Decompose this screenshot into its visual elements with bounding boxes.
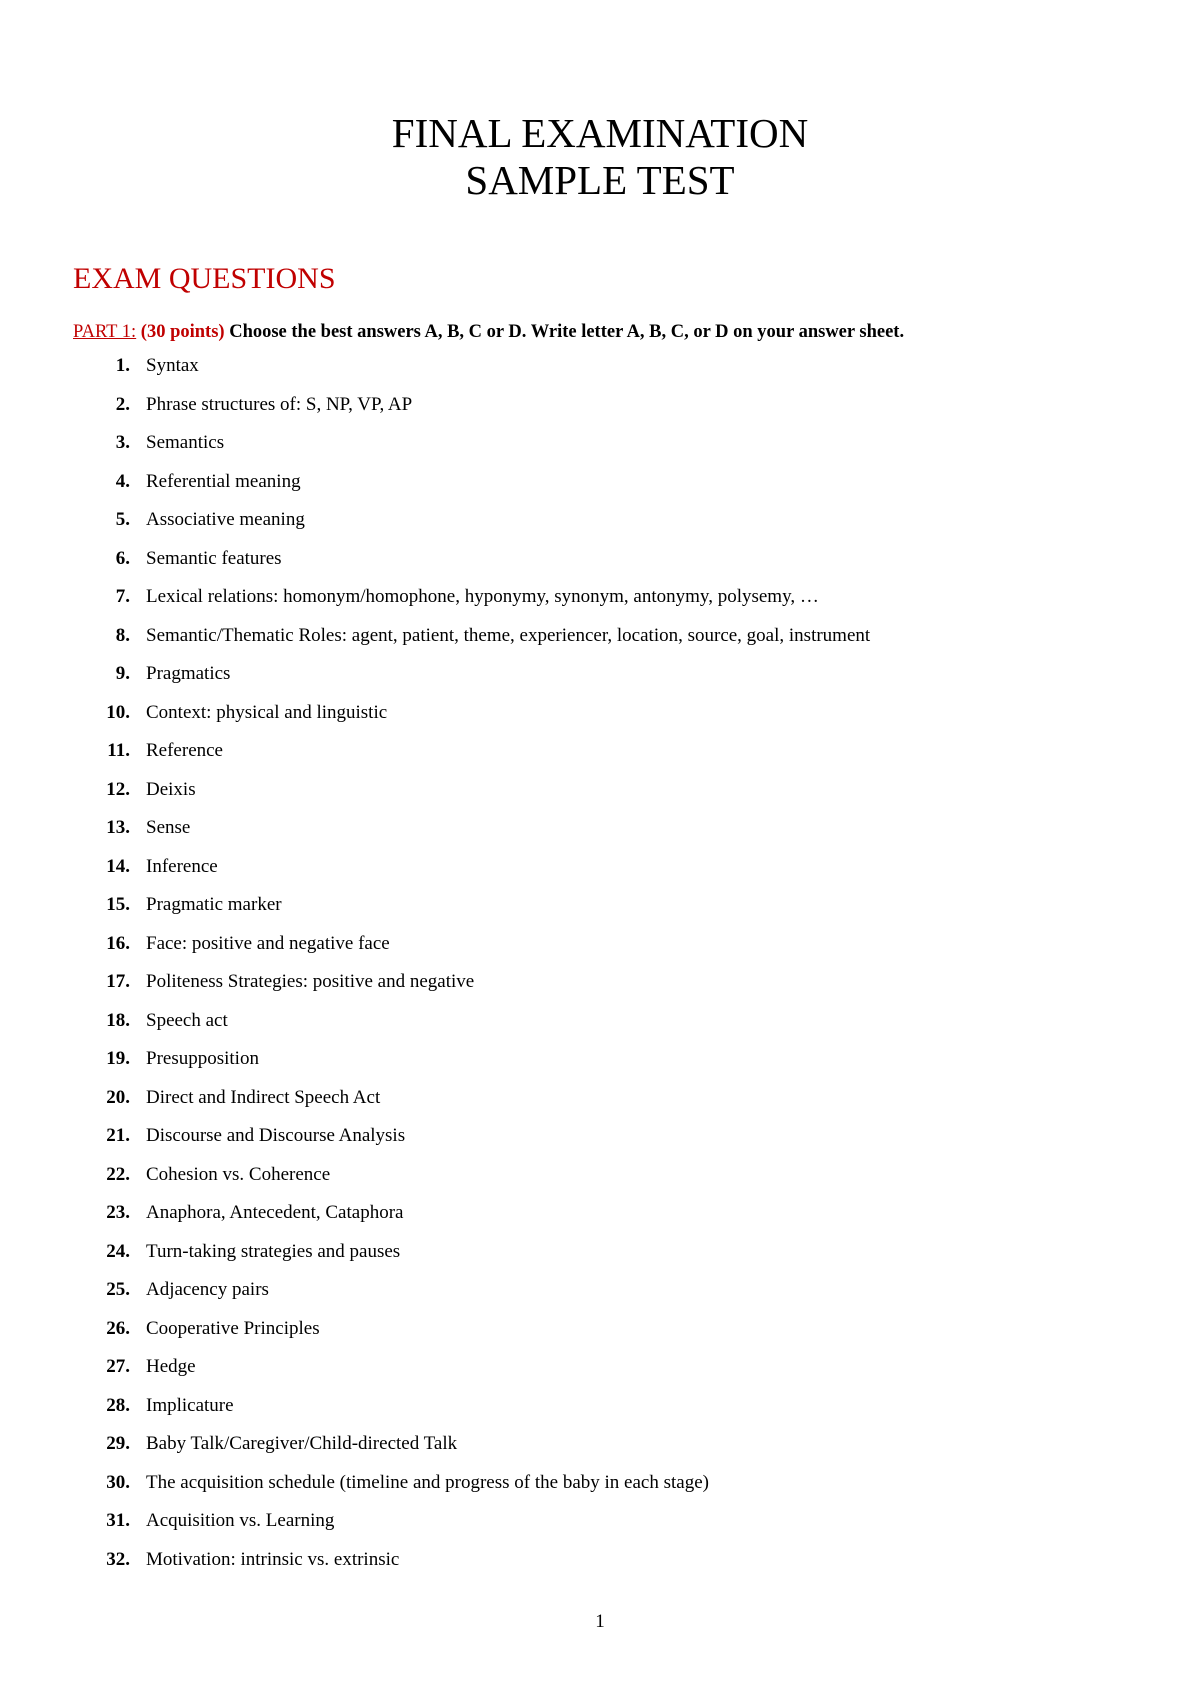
list-item	[0, 1240, 1200, 1279]
list-item-text: Baby Talk/Caregiver/Child-directed Talk	[146, 1433, 458, 1454]
list-item-text: Inference	[146, 855, 218, 877]
list-item-text: The acquisition schedule (timeline and progress of the baby in each stage)	[146, 1471, 709, 1493]
list-item	[0, 585, 1200, 624]
part-points: (30 points)	[140, 322, 225, 342]
list-item-number: 8.	[115, 624, 130, 646]
list-item-number: 19.	[106, 1048, 130, 1069]
list-item-number: 17.	[106, 971, 130, 992]
list-item-number: 30.	[106, 1471, 130, 1493]
list-item-text: Referential meaning	[146, 470, 301, 492]
page-number: 1	[595, 1611, 605, 1632]
list-item	[0, 547, 1200, 586]
list-item-number: 3.	[115, 432, 130, 453]
list-item	[0, 855, 1200, 894]
list-item	[0, 662, 1200, 701]
list-item-text: Hedge	[146, 1356, 196, 1377]
part-instruction: Choose the best answers A, B, C or D. Write letter A, B, C, or D on your answer sheet.	[229, 322, 905, 342]
list-item-number: 4.	[115, 470, 130, 492]
list-item-text: Phrase structures of: S, NP, VP, AP	[146, 393, 413, 415]
list-item	[0, 1394, 1200, 1433]
list-item	[0, 778, 1200, 817]
list-item-text: Politeness Strategies: positive and negative	[146, 971, 475, 992]
part-label: PART 1:	[73, 322, 137, 342]
list-item-number: 9.	[115, 663, 130, 684]
list-item-number: 25.	[106, 1279, 130, 1300]
list-item-number: 1.	[115, 355, 130, 376]
list-item-number: 15.	[106, 894, 130, 915]
list-item-number: 13.	[106, 817, 130, 838]
list-item	[0, 970, 1200, 1009]
list-item-text: Anaphora, Antecedent, Cataphora	[146, 1202, 404, 1223]
list-item	[0, 1317, 1200, 1356]
list-item-text: Context: physical and linguistic	[146, 701, 388, 723]
list-item-number: 6.	[115, 547, 130, 569]
list-item-text: Reference	[146, 740, 223, 761]
list-item	[0, 1355, 1200, 1394]
list-item	[0, 431, 1200, 470]
list-item	[0, 1509, 1200, 1548]
list-item-number: 5.	[115, 509, 130, 530]
part-instruction-line	[73, 320, 904, 344]
list-item-number: 23.	[106, 1202, 130, 1223]
list-item-number: 11.	[107, 740, 130, 761]
list-item-text: Cooperative Principles	[146, 1317, 320, 1339]
list-item-text: Face: positive and negative face	[146, 932, 390, 954]
document-title-line-2: SAMPLE TEST	[465, 157, 735, 203]
list-item-text: Pragmatic marker	[146, 894, 282, 915]
list-item-number: 21.	[106, 1125, 130, 1146]
list-item-number: 29.	[106, 1433, 130, 1454]
list-item	[0, 1278, 1200, 1317]
list-item	[0, 932, 1200, 971]
list-item-text: Semantic/Thematic Roles: agent, patient, theme, experiencer, location, source, goal, instrument	[146, 624, 871, 646]
list-item-number: 24.	[106, 1240, 130, 1262]
list-item-text: Direct and Indirect Speech Act	[146, 1086, 381, 1108]
list-item-text: Discourse and Discourse Analysis	[146, 1125, 406, 1146]
list-item-number: 26.	[106, 1317, 130, 1339]
list-item-text: Lexical relations: homonym/homophone, hyponymy, synonym, antonymy, polysemy, …	[146, 586, 819, 607]
list-item-text: Cohesion vs. Coherence	[146, 1163, 331, 1185]
list-item-number: 16.	[106, 932, 130, 954]
list-item-number: 7.	[115, 586, 130, 607]
list-item-text: Acquisition vs. Learning	[146, 1510, 335, 1531]
list-item	[0, 1548, 1200, 1587]
list-item-number: 18.	[106, 1009, 130, 1031]
list-item-text: Deixis	[146, 778, 196, 800]
list-item-number: 20.	[106, 1086, 130, 1108]
list-item-text: Sense	[146, 817, 191, 838]
list-item-text: Syntax	[146, 355, 199, 376]
list-item	[0, 393, 1200, 432]
list-item	[0, 1047, 1200, 1086]
list-item	[0, 470, 1200, 509]
list-item-number: 2.	[115, 393, 130, 415]
list-item-text: Motivation: intrinsic vs. extrinsic	[146, 1548, 400, 1570]
list-item-text: Presupposition	[146, 1048, 259, 1069]
list-item	[0, 739, 1200, 778]
list-item-number: 10.	[106, 701, 130, 723]
list-item-number: 14.	[106, 855, 130, 877]
list-item	[0, 701, 1200, 740]
document-title-line-1: FINAL EXAMINATION	[391, 110, 809, 156]
list-item-text: Semantics	[146, 432, 225, 453]
list-item-number: 12.	[106, 778, 130, 800]
list-item	[0, 1009, 1200, 1048]
list-item	[0, 354, 1200, 393]
list-item-text: Adjacency pairs	[146, 1279, 269, 1300]
question-topic-list	[0, 354, 1200, 1586]
list-item-text: Pragmatics	[146, 663, 231, 684]
list-item-number: 32.	[106, 1548, 130, 1570]
list-item	[0, 1432, 1200, 1471]
list-item	[0, 1086, 1200, 1125]
list-item-number: 31.	[106, 1510, 130, 1531]
list-item	[0, 1124, 1200, 1163]
list-item	[0, 1471, 1200, 1510]
list-item	[0, 1201, 1200, 1240]
list-item-text: Turn-taking strategies and pauses	[146, 1240, 401, 1262]
list-item	[0, 508, 1200, 547]
list-item	[0, 624, 1200, 663]
list-item-number: 22.	[106, 1163, 130, 1185]
list-item-text: Associative meaning	[146, 509, 305, 530]
list-item-number: 27.	[106, 1356, 130, 1377]
list-item	[0, 893, 1200, 932]
list-item	[0, 1163, 1200, 1202]
list-item-text: Speech act	[146, 1009, 228, 1031]
section-heading: EXAM QUESTIONS	[73, 262, 336, 295]
list-item-number: 28.	[106, 1394, 130, 1416]
list-item-text: Implicature	[146, 1394, 234, 1416]
list-item-text: Semantic features	[146, 547, 282, 569]
list-item	[0, 816, 1200, 855]
